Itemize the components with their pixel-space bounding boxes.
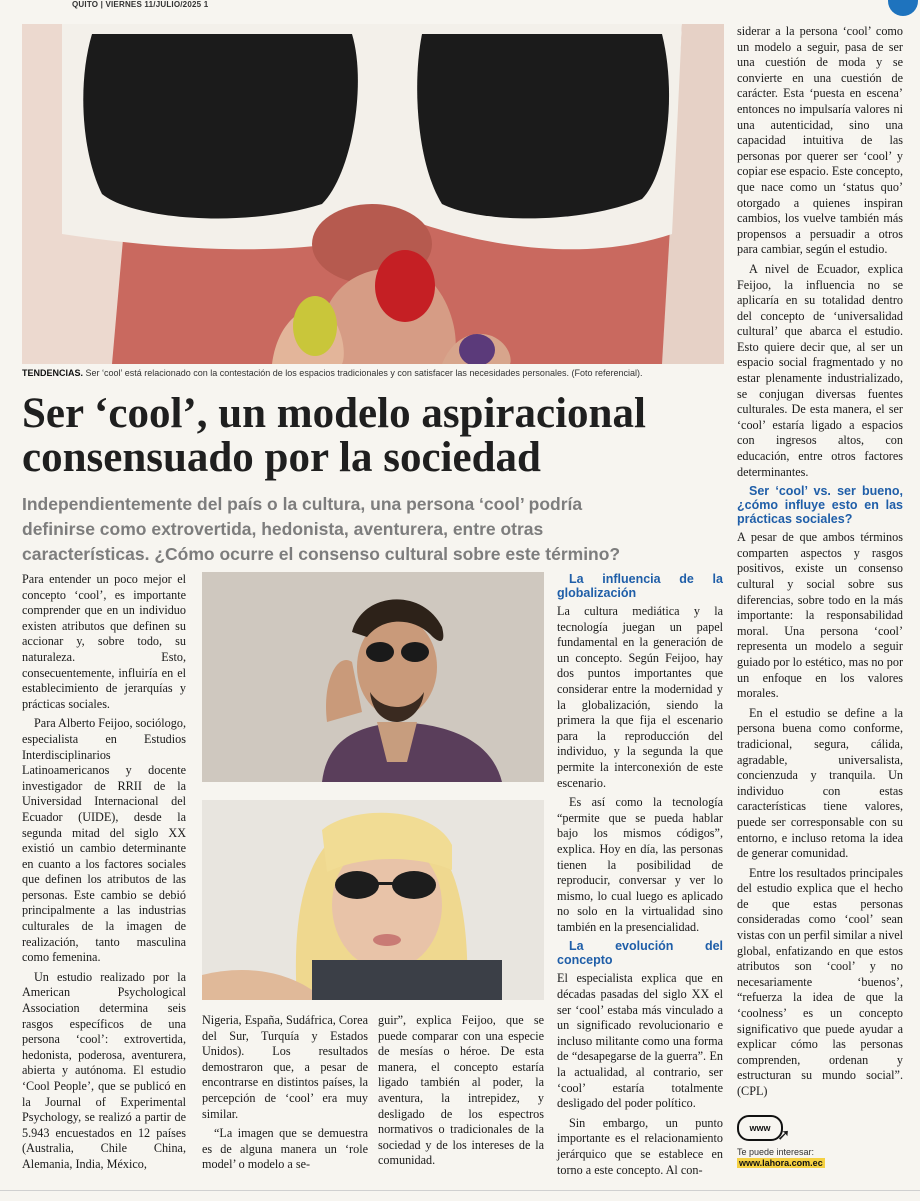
col1-paragraph-3: Un estudio realizado por la American Psychological Association determina seis rasgos específicos de una persona ‘cool’: extrovertida, hedonista, poderosa, aventurera, abierta y autónoma. El estudio ‘Cool People’, que se publicó en la Journal of Experimental Psychology, se realizó a partir de 5.943 encuestados en 12 países (Australia, Chile China, Alemania, India, México,	[22, 969, 186, 1171]
deck-line-1: Independientemente del país o la cultura, una persona ‘cool’ podría	[22, 494, 583, 514]
photo-man-sunglasses	[202, 572, 544, 782]
hero-photo	[22, 24, 724, 364]
caption-text: Ser ‘cool’ está relacionado con la contestación de los espacios tradicionales y con satisfacer las necesidades personales. (Foto referencial).	[83, 368, 643, 378]
col1-paragraph-2: Para Alberto Feijoo, sociólogo, especialista en Estudios Interdisciplinarios Latinoamericanos y docente investigador de RRII de la Universidad Internacional del Ecuador (UIDE), desde la segunda mitad del siglo XX existió un cambio determinante en cuanto a los factores sociales que definen los atributos de las personas. Este cambio se debió principalmente a las industrias culturales de la imagen de realización, tanto masculina como femenina.	[22, 716, 186, 965]
column-1	[22, 572, 186, 1177]
deck-line-2: definirse como extrovertida, hedonista, aventurera, entre otras	[22, 519, 544, 539]
col3-paragraph-2: Es así como la tecnología “permite que se pueda hablar bajo los mismos códigos”, explica. Hoy en día, las personas tienen la posibilidad de reproducir, conversar y ver lo mismo, lo cual luego es aplicado no solo en la virtualidad sino también en la presencialidad.	[557, 795, 723, 934]
page-footer-rule	[0, 1190, 920, 1201]
mid-a-paragraph-1: Nigeria, España, Sudáfrica, Corea del Sur, Turquía y Estados Unidos). Los resultados demostraron que, a pesar de encontrarse en distintos países, la percepción de ‘cool’ era muy similar.	[202, 1013, 368, 1121]
mid-a-paragraph-2: “La imagen que se demuestra es de alguna manera un ‘role model’ o modelo a se-	[202, 1126, 368, 1172]
deck-line-3: características. ¿Cómo ocurre el consenso cultural sobre este término?	[22, 544, 621, 564]
hero-illustration	[22, 24, 724, 364]
article-deck	[22, 492, 722, 567]
right-paragraph-1: siderar a la persona ‘cool’ como un modelo a seguir, pasa de ser una cuestión de moda y se convierte en una cuestión de carácter. Esta ‘puesta en escena’ entonces no impulsaría valores ni una autenticidad, sino una capacidad intuitiva de las personas por querer ser ‘cool’ y copiar ese espacio. Este concepto, que nace como un ‘status quo’ otorgado a quienes inspiran cambios, los vuelve también más propensos a persuadir a otros para cambiar, según el estudio.	[737, 24, 903, 257]
promo-label: Te puede interesar:	[737, 1147, 815, 1157]
column-right	[737, 24, 903, 1104]
caption-label: TENDENCIAS.	[22, 368, 84, 378]
website-link[interactable]: www.lahora.com.ec	[739, 1158, 823, 1168]
woman-illustration	[202, 800, 544, 1000]
cursor-icon: ➚	[777, 1127, 791, 1144]
col1-paragraph-1: Para entender un poco mejor el concepto ‘cool’, es importante comprender que en un individuo existen atributos que definen su accionar y, sobre todo, su naturaleza. Esto, consecuentemente, influiría en el establecimiento de jerarquías y prácticas sociales.	[22, 572, 186, 711]
col3-paragraph-3: El especialista explica que en décadas pasadas del siglo XX el ser ‘cool’ estaba más vinculado a un significado revolucionario e incluso militante como una forma de “desapegarse de la guerra”. En la actualidad, al contrario, ser ‘cool’ estaría totalmente desligado del poder político.	[557, 971, 723, 1111]
column-2-bottom-b	[378, 1013, 544, 1173]
right-paragraph-2: A nivel de Ecuador, explica Feijoo, la influencia no se aplicaría en su totalidad dentro del concepto de ‘universalidad cultural’ que abarca el estudio. Esto quiere decir que, al ser un espacio social fragmentado y no estar plenamente industrializado, se conjugan diversas fuentes culturales. De esta manera, el ser ‘cool’ estaría ligado a espacios con ingresos altos, con educación, entre otros factores determinantes.	[737, 261, 903, 479]
subhead-evolucion: La evolución del concepto	[557, 939, 723, 968]
www-badge: www	[737, 1115, 783, 1141]
column-3	[557, 572, 723, 1182]
mid-b-paragraph-1: guir”, explica Feijoo, que se puede comparar con una especie de mesías o héroe. De esta manera, el concepto estaría ligado también al poder, la aventura, la intrepidez, y desligado de los espectros normativos o tradicionales de la sociedad y de los intereses de la comunidad.	[378, 1013, 544, 1168]
column-2-bottom-a	[202, 1013, 368, 1177]
right-paragraph-3: A pesar de que ambos términos comparten aspectos y rasgos positivos, existe un consenso cultural y social sobre sus diferencias, sobre todo en la más importante: la responsabilidad moral. Una persona ‘cool’ representa un modelo a seguir guiado por lo estético, mas no por un enfoque en los valores morales.	[737, 530, 903, 701]
page-header-bar	[0, 0, 920, 12]
edition-line: QUITO | VIERNES 11/JULIO/2025 1	[72, 0, 209, 9]
photo-woman-sunglasses	[202, 800, 544, 1000]
subhead-cool-vs-bueno: Ser ‘cool’ vs. ser bueno, ¿cómo influye esto en las prácticas sociales?	[737, 484, 903, 527]
man-illustration	[202, 572, 544, 782]
headline-line-2: consensuado por la sociedad	[22, 434, 541, 481]
col3-paragraph-1: La cultura mediática y la tecnología juegan un papel fundamental en la generación de un concepto. Según Feijoo, hay dos puntos importantes que considerar entre la modernidad y la globalización, siendo la primera la que fija el escenario para la reproducción del individuo, y la segunda la que permite la interconexión de este escenario.	[557, 604, 723, 790]
right-paragraph-4: En el estudio se define a la persona buena como conforme, tradicional, segura, cálida, agradable, universalista, concienzuda y tranquila. Un individuo con estas características tiene valores, puede ser corresponsable con su entorno, e incluso retoma la idea de generar comunidad.	[737, 705, 903, 861]
col3-paragraph-4: Sin embargo, un punto importante es el relacionamiento jerárquico que se establece en torno a este concepto. Al con-	[557, 1115, 723, 1177]
web-promo[interactable]	[737, 1115, 907, 1175]
photo-caption	[22, 368, 724, 378]
headline-line-1: Ser ‘cool’, un modelo aspiracional	[22, 390, 646, 437]
article-headline	[22, 392, 724, 480]
right-paragraph-5: Entre los resultados principales del estudio explica que el hecho de que estas personas consideradas como ‘cool’ sean vistas con un perfil similar a nivel global, enfatizando en que estos atributos son ‘cool’ y no necesariamente ‘buenos’, “refuerza la idea de que la ‘coolness’ es un concepto significativo que puede ayudar a explicar cómo las personas comprenden, ordenan y estructuran su mundo social”. (CPL)	[737, 865, 903, 1098]
subhead-globalizacion: La influencia de la globalización	[557, 572, 723, 600]
page-number-badge	[888, 0, 918, 16]
